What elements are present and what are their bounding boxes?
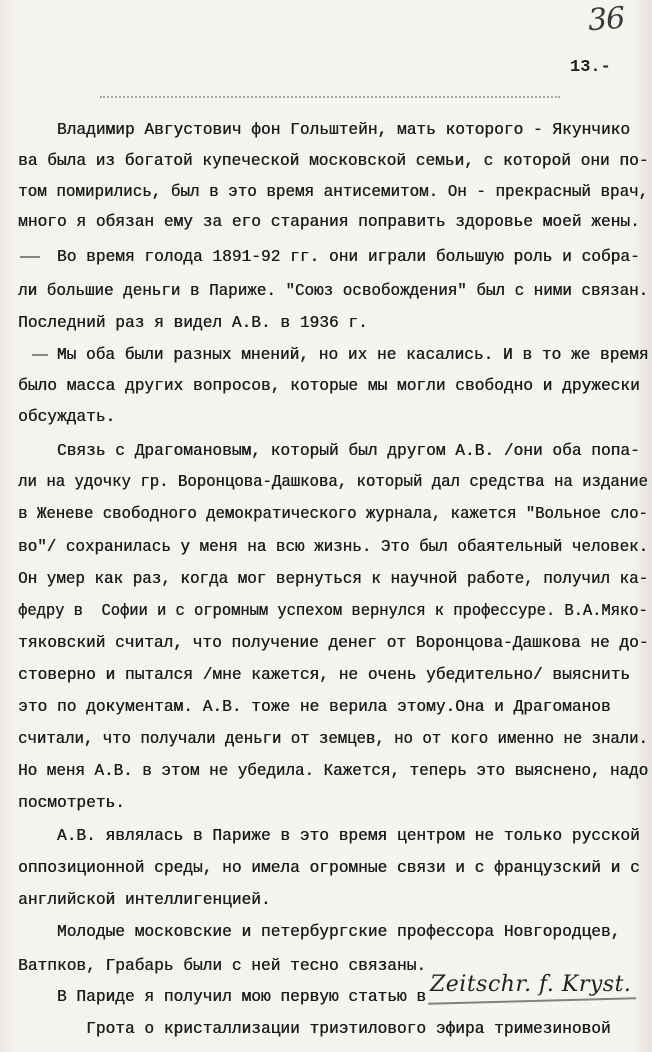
text-line: было масса других вопросов, которые мы могли свободно и дружески (18, 377, 640, 395)
text-line: оппозиционной среды, но имела огромные связи и с французский и с (18, 859, 640, 877)
text-line: Ватпков, Грабарь были с ней тесно связаны. (18, 957, 426, 975)
text-line: Владимир Августович фон Гольштейн, мать которого - Якунчико (18, 121, 630, 139)
text-line: много я обязан ему за его старания поправить здоровье моей жены. (18, 213, 640, 231)
text-line: Связь с Драгомановым, который был другом А.В. /они оба попа- (18, 442, 640, 460)
text-line: во"/ сохранилась у меня на всю жизнь. Это был обаятельный человек. (18, 538, 649, 556)
text-line: Но меня А.В. в этом не убедила. Кажется, теперь это выяснено, надо (18, 762, 649, 780)
text-line: Грота о кристаллизации триэтилового эфира тримезиновой (18, 1020, 611, 1038)
text-line: ли на удочку гр. Воронцова-Дашкова, который дал средства на издание (18, 473, 648, 491)
handwritten-underline (428, 997, 636, 1004)
text-line: считали, что получали деньги от земцев, но от кого именно не знали. (18, 730, 648, 748)
text-line: тяковский считал, что получение денег от Воронцова-Дашкова не до- (18, 634, 649, 652)
text-line: это по документам. А.В. тоже не верила этому.Она и Драгоманов (18, 698, 611, 716)
text-line: в Женеве свободного демократического журнала, кажется "Вольное сло- (18, 505, 648, 523)
text-line: А.В. являлась в Париже в это время центром не только русской (18, 827, 640, 845)
page-number: 13.- (570, 58, 611, 77)
text-line: Мы оба были разных мнений, но их не касались. И в то же время (18, 346, 649, 364)
text-line: Во время голода 1891-92 гг. они играли большую роль и собра- (18, 248, 640, 266)
text-line: Молодые московские и петербургские профессора Новгородцев, (18, 923, 621, 941)
text-line: ли большие деньги в Париже. "Союз освобождения" был с ними связан. (18, 282, 649, 300)
text-line: стоверно и пытался /мне кажется, не очень убедительно/ выяснить (18, 666, 630, 684)
text-line: федру в Софии и с огромным успехом вернулся к профессуре. В.А.Мяко- (18, 602, 648, 620)
text-line: посмотреть. (18, 794, 125, 812)
handwritten-archive-number: 36 (586, 0, 626, 39)
text-line: английской интеллигенцией. (18, 891, 271, 909)
text-line: том помирились, был в это время антисемитом. Он - прекрасный врач, (18, 183, 649, 201)
text-line: обсуждать. (18, 408, 116, 426)
text-line: Последний раз я видел А.В. в 1936 г. (18, 314, 368, 332)
text-line: Он умер как раз, когда мог вернуться к научной работе, получил ка- (18, 570, 649, 588)
handwritten-note: Zeitschr. f. Kryst. (430, 972, 632, 997)
faded-top-line (100, 96, 560, 102)
text-line: ва была из богатой купеческой московской семьи, с которой они по- (18, 152, 649, 170)
text-line: В Париде я получил мою первую статью в (18, 988, 426, 1006)
